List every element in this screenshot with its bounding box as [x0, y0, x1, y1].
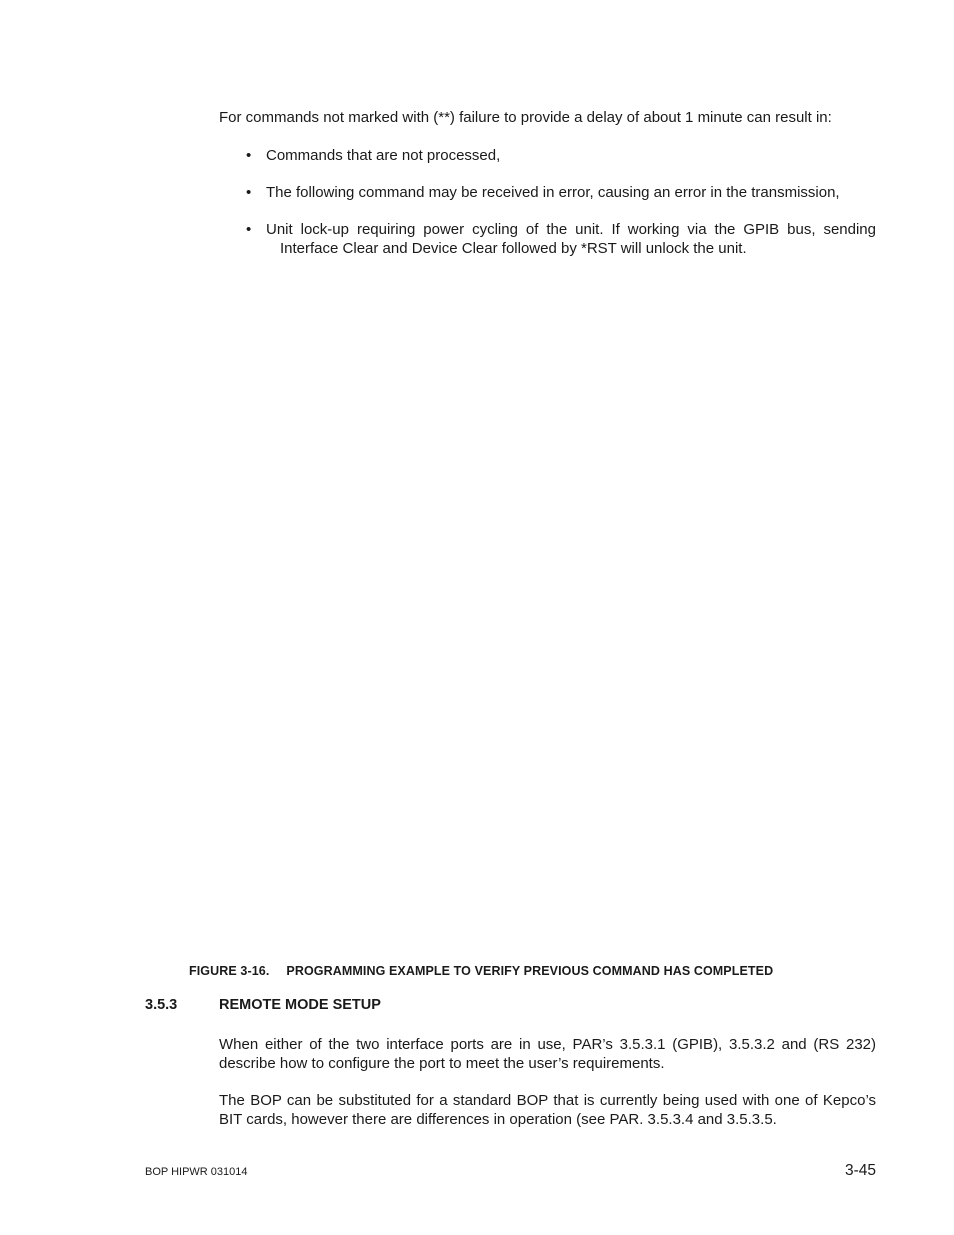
- list-item: Commands that are not processed,: [266, 147, 501, 164]
- list-item-line-2: Interface Clear and Device Clear followed by *RST will unlock the unit.: [280, 240, 747, 257]
- footer-doc-id: BOP HIPWR 031014: [145, 1166, 248, 1178]
- figure-number: FIGURE 3-16.: [189, 964, 270, 978]
- bullet-marker: •: [246, 147, 252, 164]
- intro-text: For commands not marked with (**) failure to provide a delay of about 1 minute can result in:: [219, 109, 832, 126]
- list-item: The following command may be received in error, causing an error in the transmission,: [266, 184, 840, 201]
- section-number: 3.5.3: [145, 997, 178, 1013]
- figure-area: [145, 275, 876, 955]
- section-title: REMOTE MODE SETUP: [219, 997, 381, 1013]
- figure-title: PROGRAMMING EXAMPLE TO VERIFY PREVIOUS COMMAND HAS COMPLETED: [286, 964, 774, 978]
- page-number: 3-45: [844, 1162, 876, 1179]
- bullet-marker: •: [246, 184, 252, 201]
- bullet-marker: •: [246, 221, 252, 238]
- bullet-list: [0, 0, 954, 270]
- paragraph: The BOP can be substituted for a standard BOP that is currently being used with one of Kepco’s BIT cards, however there are differences in operation (see PAR. 3.5.3.4 and 3.5.3.5.: [219, 1092, 876, 1128]
- list-item-line-1: Unit lock-up requiring power cycling of the unit. If working via the GPIB bus, sending: [266, 221, 876, 238]
- paragraph: When either of the two interface ports are in use, PAR’s 3.5.3.1 (GPIB), 3.5.3.2 and (RS 232) describe how to configure the port to meet the user’s requirements.: [219, 1036, 876, 1072]
- figure-caption: [189, 963, 773, 979]
